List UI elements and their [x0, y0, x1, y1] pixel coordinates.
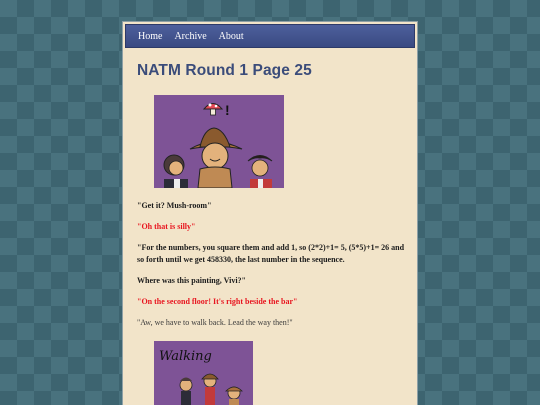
dialogue-line-4: Where was this painting, Vivi?"	[137, 276, 246, 285]
content-column	[122, 21, 418, 405]
walking-caption: Walking	[159, 349, 212, 364]
dialogue-line-3: "For the numbers, you square them and add 1, so (2*2)+1= 5, (5*5)+1= 26 and so forth until we get 458330, the last number in the sequence.	[137, 243, 405, 264]
comic-panel-mushroom	[154, 95, 284, 188]
nav-about-link[interactable]: About	[218, 30, 244, 42]
nav-bar	[125, 24, 415, 48]
dialogue-line-6: "Aw, we have to walk back. Lead the way then!"	[137, 318, 293, 327]
comic-panel-walking	[154, 341, 253, 405]
exclaim-mark: !	[225, 102, 230, 118]
post-title: NATM Round 1 Page 25	[137, 62, 312, 79]
nav-archive-link[interactable]: Archive	[174, 30, 207, 42]
dialogue-line-1: "Get it? Mush-room"	[137, 201, 212, 210]
nav-home-link[interactable]: Home	[138, 30, 163, 42]
dialogue-line-5: "On the second floor! It's right beside the bar"	[137, 297, 298, 306]
dialogue-line-2: "Oh that is silly"	[137, 222, 196, 231]
